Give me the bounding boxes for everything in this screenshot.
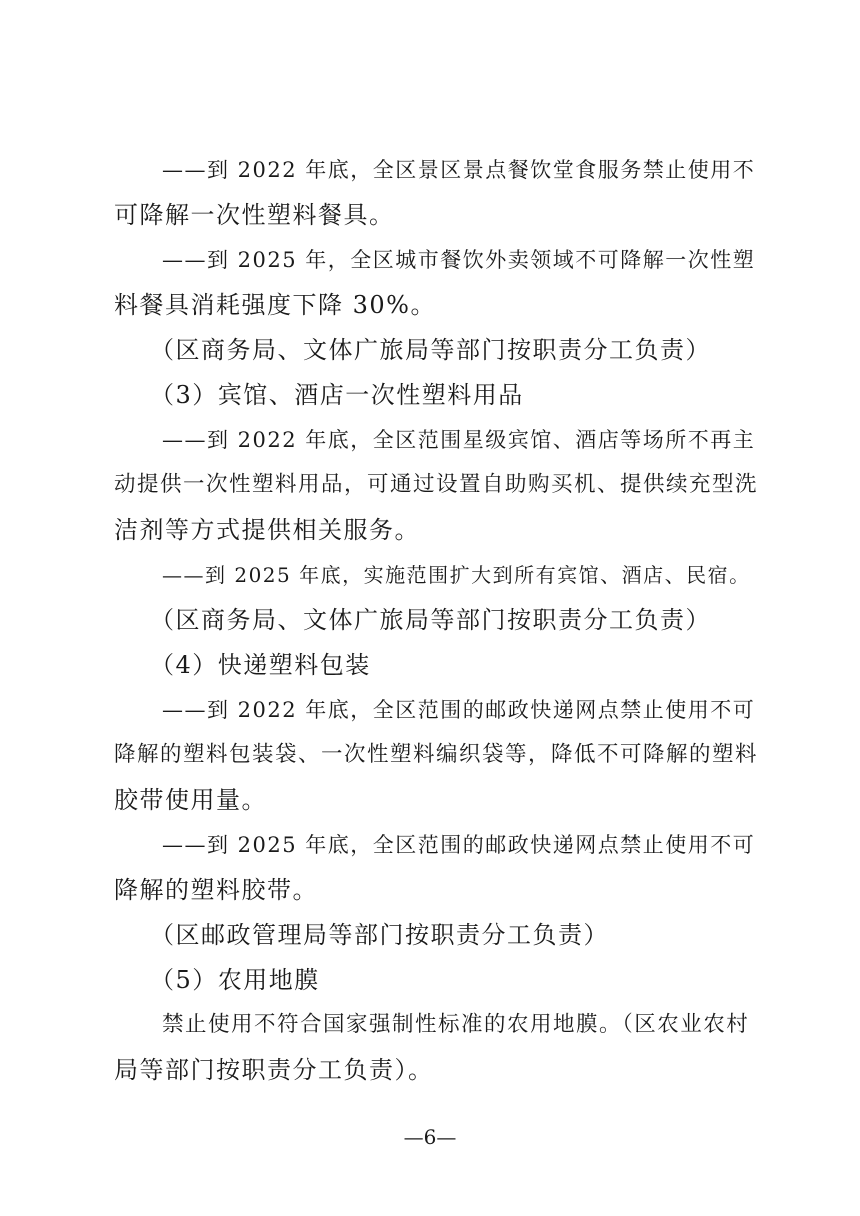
paragraph-line: ——到 2025 年底，实施范围扩大到所有宾馆、酒店、民宿。 [162,563,751,587]
paragraph-line: 降解的塑料胶带。 [114,876,318,904]
section-heading: （3）宾馆、酒店一次性塑料用品 [150,381,524,409]
paragraph-line: 降解的塑料包装袋、一次性塑料编织袋等，降低不可降解的塑料 [114,742,759,767]
paragraph-line: ——到 2022 年底，全区景区景点餐饮堂食服务禁止使用不 [162,158,756,182]
paragraph-line: 动提供一次性塑料用品，可通过设置自助购买机、提供续充型洗 [114,472,759,497]
paragraph-line: 可降解一次性塑料餐具。 [114,201,395,229]
paragraph-line: 胶带使用量。 [114,786,267,814]
paragraph-line: 料餐具消耗强度下降 30%。 [114,291,436,319]
paragraph-line: （区商务局、文体广旅局等部门按职责分工负责） [150,336,711,364]
section-heading: （4）快递塑料包装 [150,651,371,679]
paragraph-line: ——到 2022 年底，全区范围的邮政快递网点禁止使用不可 [162,698,756,722]
paragraph-line: （区商务局、文体广旅局等部门按职责分工负责） [150,606,711,634]
paragraph-line: ——到 2025 年，全区城市餐饮外卖领域不可降解一次性塑 [162,248,756,272]
paragraph-line: 禁止使用不符合国家强制性标准的农用地膜。（区农业农村 [162,1012,750,1037]
paragraph-line: ——到 2025 年底，全区范围的邮政快递网点禁止使用不可 [162,833,756,857]
paragraph-line: ——到 2022 年底，全区范围星级宾馆、酒店等场所不再主 [162,428,756,452]
paragraph-line: （区邮政管理局等部门按职责分工负责） [150,921,609,949]
paragraph-line: 局等部门按职责分工负责）。 [114,1056,434,1084]
page-number: —6— [403,1125,457,1149]
section-heading: （5）农用地膜 [150,966,320,994]
paragraph-line: 洁剂等方式提供相关服务。 [114,516,420,544]
